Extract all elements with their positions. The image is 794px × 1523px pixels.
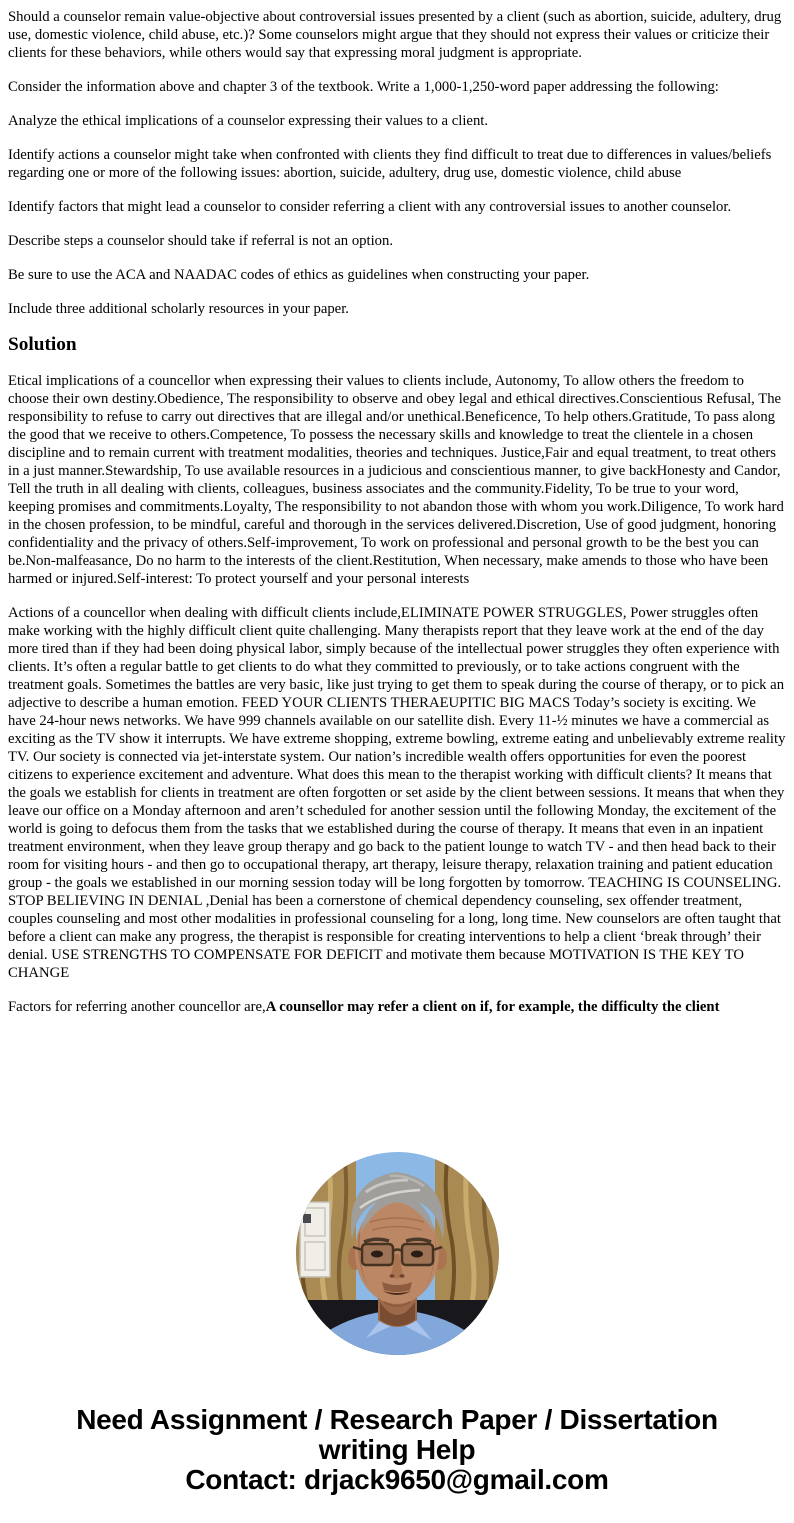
referral-intro-text: Factors for referring another councellor are, bbox=[8, 999, 266, 1015]
referral-bold-text: A counsellor may refer a client on if, for example, the difficulty the client bbox=[265, 999, 720, 1015]
banner-line-services: Need Assignment / Research Paper / Dissertation bbox=[76, 1404, 718, 1435]
solution-paragraph-referral bbox=[8, 998, 786, 1016]
question-paragraph: Identify actions a counselor might take when confronted with clients they find difficult to treat due to differences in values/beliefs regarding one or more of the following issues: abortion, suicide, adultery, drug use, domestic violence, child abuse bbox=[8, 147, 772, 181]
banner-line-help: writing Help bbox=[318, 1434, 476, 1465]
question-paragraph: Describe steps a counselor should take if referral is not an option. bbox=[8, 233, 394, 249]
question-paragraph: Be sure to use the ACA and NAADAC codes of ethics as guidelines when constructing your paper. bbox=[8, 267, 590, 283]
counselor-avatar bbox=[296, 1152, 499, 1355]
question-paragraph: Consider the information above and chapter 3 of the textbook. Write a 1,000-1,250-word paper addressing the following: bbox=[8, 79, 719, 95]
question-paragraph: Should a counselor remain value-objective about controversial issues presented by a client (such as abortion, suicide, adultery, drug use, domestic violence, child abuse, etc.)? Some counselors might argue that they should not express their values or criticize their clients for these behaviors, while others would say that expressing moral judgment is appropriate. bbox=[8, 9, 782, 61]
solution-paragraph-actions: Actions of a councellor when dealing with difficult clients include,ELIMINATE POWER STRUGGLES, Power struggles often make working with the highly difficult client quite challenging. Many therapists report that they leave work at the end of the day more tired than if they had been doing physical labor, simply because of the intellectual power struggles they often experience with clients. It’s often a regular battle to get clients to do what they committed to previously, or to take actions congruent with the treatment goals. Sometimes the battles are very basic, like just trying to get them to speak during the course of therapy, or to pick an adjective to describe a human emotion. FEED YOUR CLIENTS THERAEUPITIC BIG MACS Today’s society is exciting. We have 24-hour news networks. We have 999 channels available on our satellite dish. Every 11-½ minutes we have a commercial as exciting as the TV show it interrupts. We have extreme shopping, extreme bowling, extreme eating and unbelievably extreme reality TV. Our society is connected via jet-interstate system. Our nation’s incredible wealth offers opportunities for even the poorest citizens to experience excitement and adventure. What does this mean to the therapist working with difficult clients? It means that the goals we establish for clients in treatment are often forgotten or set aside by the client between sessions. It means that when they leave our office on a Monday afternoon and aren’t scheduled for another session until the following Monday, the excitement of the world is going to defocus them from the tasks that we established during the course of therapy. It means that even in an inpatient treatment environment, when they leave group therapy and go back to the patient lounge to watch TV - and then head back to their room for visiting hours - and then go to occupational therapy, art therapy, leisure therapy, relaxation training and patient education group - the goals we established in our morning session today will be long forgotten by tomorrow. TEACHING IS COUNSELING. STOP BELIEVING IN DENIAL ,Denial has been a cornerstone of chemical dependency counseling, sex offender treatment, couples counseling and most other modalities in professional counseling for a long, long time. New counselors are often taught that before a client can make any progress, the therapist is responsible for creating interventions to help a client ‘break through’ their denial. USE STRENGTHS TO COMPENSATE FOR DEFICIT and motivate them because MOTIVATION IS THE KEY TO CHANGE bbox=[8, 605, 786, 981]
avatar-container bbox=[296, 1152, 499, 1355]
banner-line-contact-email: Contact: drjack9650@gmail.com bbox=[185, 1464, 609, 1495]
solution-paragraph-ethics: Etical implications of a councellor when expressing their values to clients include, Autonomy, To allow others the freedom to choose their own destiny.Obedience, The responsibility to observe and obey legal and ethical directives.Conscientious Refusal, The responsibility to refuse to carry out directives that are illegal and/or unethical.Beneficence, To help others.Gratitude, To pass along the good that we receive to others.Competence, To possess the necessary skills and knowledge to treat the clientele in a chosen discipline and to remain current with treatment modalities, theories and techniques. Justice,Fair and equal treatment, to treat others in a just manner.Stewardship, To use available resources in a judicious and conscientious manner, to give backHonesty and Candor, Tell the truth in all dealing with clients, colleagues, business associates and the community.Fidelity, To be true to your word, keeping promises and commitments.Loyalty, The responsibility to not abandon those with whom you work.Diligence, To work hard in the chosen profession, to be mindful, careful and thorough in the services delivered.Discretion, Use of good judgment, honoring confidentiality and the privacy of others.Self-improvement, To work on professional and personal growth to be the best you can be.Non-malfeasance, Do no harm to the interests of the client.Restitution, When necessary, make amends to those who have been harmed or injured.Self-interest: To protect yourself and your personal interests bbox=[8, 373, 784, 587]
contact-banner bbox=[0, 1405, 794, 1495]
question-paragraph: Identify factors that might lead a counselor to consider referring a client with any controversial issues to another counselor. bbox=[8, 199, 732, 215]
solution-heading: Solution bbox=[8, 334, 77, 355]
question-paragraph: Analyze the ethical implications of a counselor expressing their values to a client. bbox=[8, 113, 489, 129]
avatar-door-panel bbox=[300, 1202, 330, 1277]
question-paragraph: Include three additional scholarly resources in your paper. bbox=[8, 301, 349, 317]
